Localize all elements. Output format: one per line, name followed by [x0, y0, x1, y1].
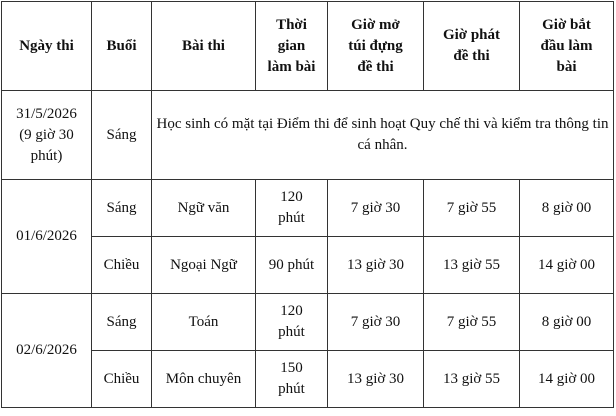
- duration-cell: 120 phút: [256, 180, 328, 237]
- session-cell: Sáng: [92, 294, 152, 351]
- table-row: [2, 294, 614, 351]
- table-row: [2, 351, 614, 408]
- header-exam-date: Ngày thi: [2, 2, 92, 91]
- subject-cell: Ngoại Ngữ: [152, 237, 256, 294]
- duration-cell: 90 phút: [256, 237, 328, 294]
- open-time-cell: 13 giờ 30: [328, 351, 424, 408]
- duration-cell: 120 phút: [256, 294, 328, 351]
- exam-date-cell: [2, 91, 92, 180]
- exam-date: 31/5/2026: [16, 105, 77, 122]
- exam-date-cell: 01/6/2026: [2, 180, 92, 294]
- header-open-envelope-time: Giờ mở túi đựng đề thi: [328, 2, 424, 91]
- open-time-cell: 7 giờ 30: [328, 180, 424, 237]
- header-row: [2, 2, 614, 91]
- hand-out-time-cell: 7 giờ 55: [424, 294, 520, 351]
- start-time-cell: 14 giờ 00: [520, 351, 614, 408]
- table-row: [2, 91, 614, 180]
- session-cell: Chiều: [92, 351, 152, 408]
- exam-date-time: (9 giờ 30 phút): [19, 126, 74, 164]
- notice-cell: Học sinh có mặt tại Điểm thi để sinh hoạt Quy chế thi và kiểm tra thông tin cá nhân.: [152, 91, 614, 180]
- table-body: [2, 91, 614, 408]
- duration-cell: 150 phút: [256, 351, 328, 408]
- session-cell: Sáng: [92, 91, 152, 180]
- header-session: Buổi: [92, 2, 152, 91]
- subject-cell: Ngữ văn: [152, 180, 256, 237]
- header-subject: Bài thi: [152, 2, 256, 91]
- start-time-cell: 8 giờ 00: [520, 180, 614, 237]
- open-time-cell: 13 giờ 30: [328, 237, 424, 294]
- exam-date-cell: 02/6/2026: [2, 294, 92, 408]
- table-row: [2, 180, 614, 237]
- subject-cell: Toán: [152, 294, 256, 351]
- subject-cell: Môn chuyên: [152, 351, 256, 408]
- session-cell: Sáng: [92, 180, 152, 237]
- open-time-cell: 7 giờ 30: [328, 294, 424, 351]
- session-cell: Chiều: [92, 237, 152, 294]
- exam-schedule-table: [1, 1, 614, 408]
- start-time-cell: 8 giờ 00: [520, 294, 614, 351]
- header-hand-out-time: Giờ phát đề thi: [424, 2, 520, 91]
- hand-out-time-cell: 13 giờ 55: [424, 237, 520, 294]
- table-header: [2, 2, 614, 91]
- header-start-time: Giờ bắt đầu làm bài: [520, 2, 614, 91]
- hand-out-time-cell: 7 giờ 55: [424, 180, 520, 237]
- table-row: [2, 237, 614, 294]
- header-duration: Thời gian làm bài: [256, 2, 328, 91]
- start-time-cell: 14 giờ 00: [520, 237, 614, 294]
- hand-out-time-cell: 13 giờ 55: [424, 351, 520, 408]
